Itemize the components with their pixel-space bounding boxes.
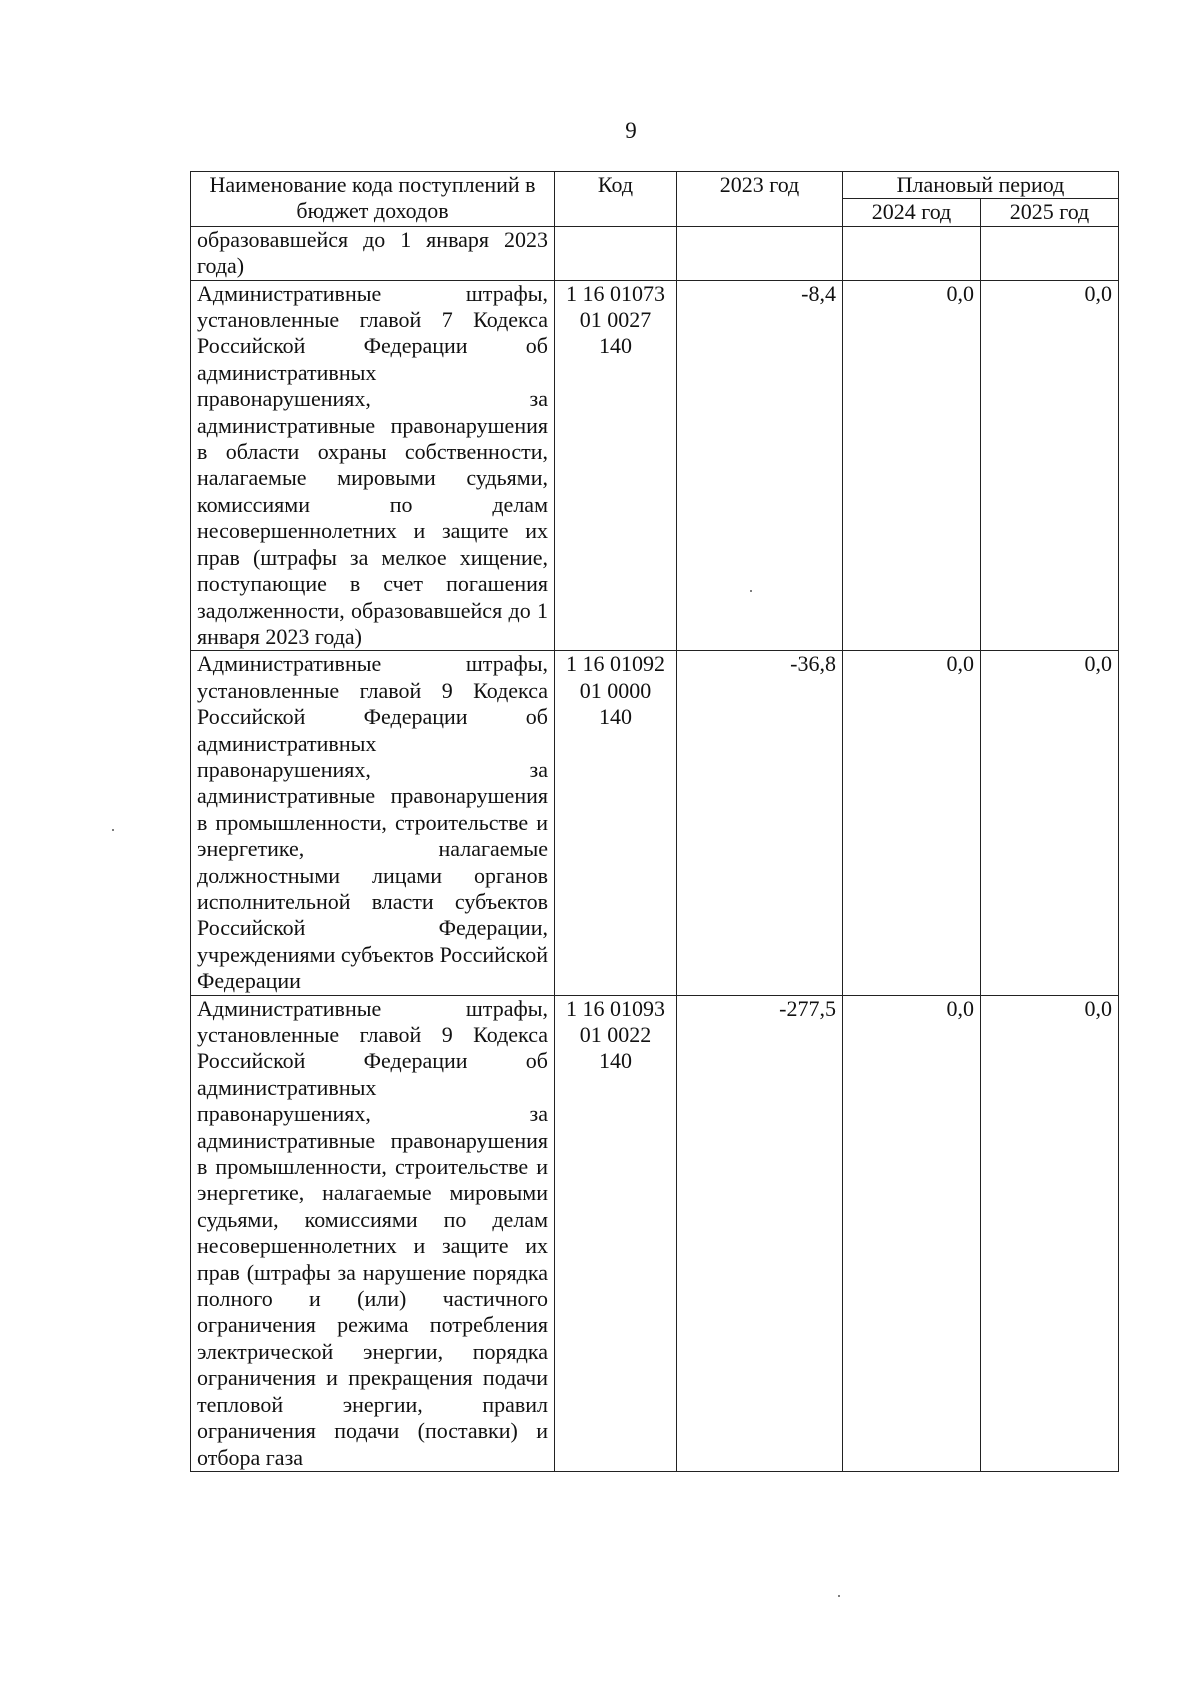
row-code — [555, 226, 677, 280]
row-2024 — [843, 226, 981, 280]
header-code: Код — [555, 172, 677, 227]
row-2024: 0,0 — [843, 995, 981, 1471]
row-code: 1 16 01073 01 0027 140 — [555, 280, 677, 651]
table-row — [191, 280, 1119, 651]
row-2025: 0,0 — [981, 280, 1119, 651]
table-row — [191, 651, 1119, 995]
row-code: 1 16 01093 01 0022 140 — [555, 995, 677, 1471]
header-2023: 2023 год — [677, 172, 843, 227]
header-planned-period: Плановый период — [843, 172, 1119, 199]
revenue-table — [190, 171, 1119, 1472]
table-header-row — [191, 172, 1119, 199]
row-2025: 0,0 — [981, 995, 1119, 1471]
row-2024: 0,0 — [843, 280, 981, 651]
row-2023: -8,4 — [677, 280, 843, 651]
row-2023: -36,8 — [677, 651, 843, 995]
row-2023 — [677, 226, 843, 280]
row-name: Административные штрафы, установленные главой 9 Кодекса Российской Федерации об административных правонарушениях, за административные правонарушения в промышленности, строительстве и энергетике, налагаемые должностными лицами органов исполнительной власти субъектов Российской Федерации, учреждениями субъектов Российской Федерации — [191, 651, 555, 995]
header-2025: 2025 год — [981, 199, 1119, 226]
row-2025 — [981, 226, 1119, 280]
row-2023: -277,5 — [677, 995, 843, 1471]
table-row — [191, 995, 1119, 1471]
scan-speck — [112, 829, 114, 831]
row-2025: 0,0 — [981, 651, 1119, 995]
row-code: 1 16 01092 01 0000 140 — [555, 651, 677, 995]
row-name: Административные штрафы, установленные главой 9 Кодекса Российской Федерации об административных правонарушениях, за административные правонарушения в промышленности, строительстве и энергетике, налагаемые мировыми судьями, комиссиями по делам несовершеннолетних и защите их прав (штрафы за нарушение порядка полного и (или) частичного ограничения режима потребления электрической энергии, порядка ограничения и прекращения подачи тепловой энергии, правил ограничения подачи (поставки) и отбора газа — [191, 995, 555, 1471]
page-number: 9 — [625, 118, 637, 143]
scan-speck — [838, 1595, 840, 1597]
row-2024: 0,0 — [843, 651, 981, 995]
header-name: Наименование кода поступлений в бюджет доходов — [191, 172, 555, 227]
row-name: образовавшейся до 1 января 2023 года) — [191, 226, 555, 280]
scan-speck — [750, 590, 752, 592]
table-row — [191, 226, 1119, 280]
row-name: Административные штрафы, установленные главой 7 Кодекса Российской Федерации об административных правонарушениях, за административные правонарушения в области охраны собственности, налагаемые мировыми судьями, комиссиями по делам несовершеннолетних и защите их прав (штрафы за мелкое хищение, поступающие в счет погашения задолженности, образовавшейся до 1 января 2023 года) — [191, 280, 555, 651]
header-2024: 2024 год — [843, 199, 981, 226]
